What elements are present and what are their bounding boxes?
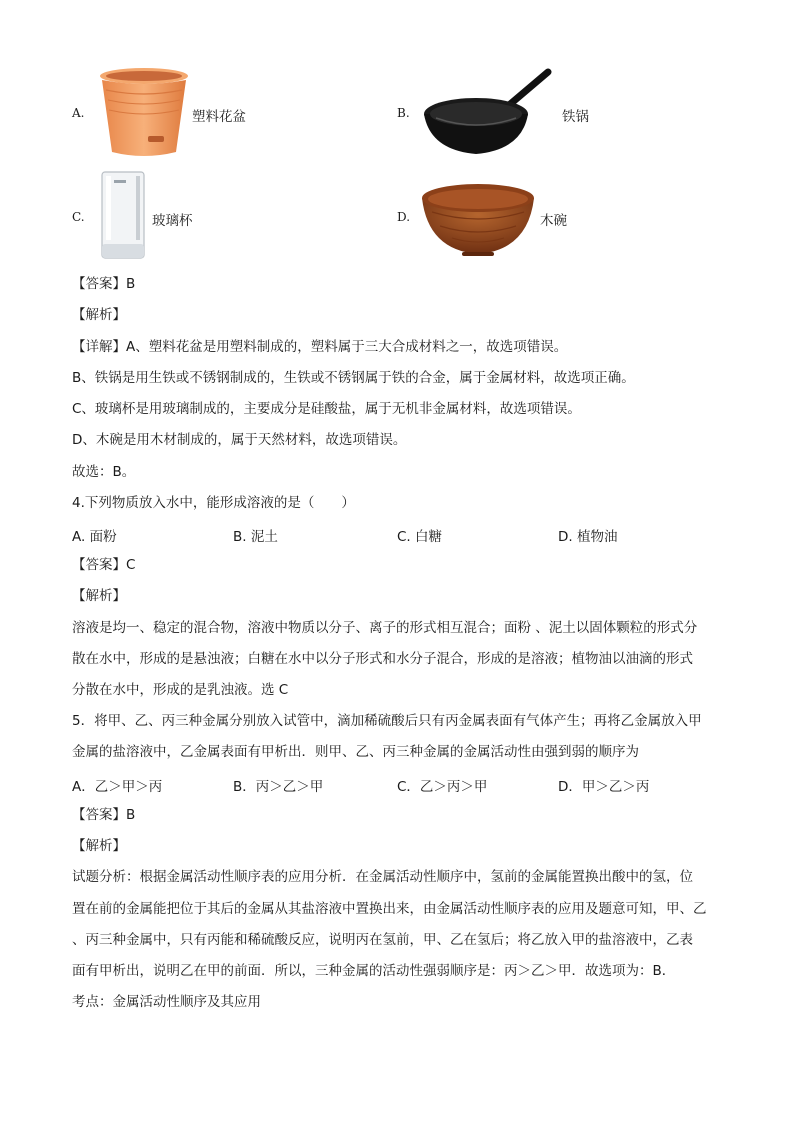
q5-analysis-line: 面有甲析出，说明乙在甲的前面．所以，三种金属的活动性强弱顺序是：丙＞乙＞甲．故选项为：B． [72, 963, 676, 979]
q5-analysis-title: 【解析】 [72, 838, 126, 854]
q4-choice-b: B. 泥土 [233, 529, 278, 545]
q5-answer: 【答案】B [72, 807, 136, 823]
q4-choice-a: A. 面粉 [72, 529, 117, 545]
glass-cup-image [98, 170, 150, 262]
option-d-letter: D. [397, 210, 411, 224]
option-a-letter: A. [72, 106, 85, 120]
q4-analysis-line: 溶液是均一、稳定的混合物，溶液中物质以分子、离子的形式相互混合；面粉 、泥土以固体颗粒的形式分 [72, 620, 698, 636]
option-b-label: 铁锅 [562, 109, 589, 125]
q5-stem-line: 金属的盐溶液中，乙金属表面有甲析出．则甲、乙、丙三种金属的金属活动性由强到弱的顺序为 [72, 744, 639, 760]
q4-choice-d: D. 植物油 [558, 529, 618, 545]
option-a-label: 塑料花盆 [192, 109, 246, 125]
option-d-label: 木碗 [540, 213, 567, 229]
option-b-letter: B. [397, 106, 410, 120]
iron-wok-image [420, 66, 560, 162]
q5-stem-line: 5．将甲、乙、丙三种金属分别放入试管中，滴加稀硫酸后只有丙金属表面有气体产生；再将乙金属放入甲 [72, 713, 702, 729]
q4-analysis-line: 分散在水中，形成的是乳浊液。选 C [72, 682, 289, 698]
q4-analysis-title: 【解析】 [72, 588, 126, 604]
q3-analysis-title: 【解析】 [72, 307, 126, 323]
q4-stem: 4.下列物质放入水中，能形成溶液的是（ ） [72, 495, 355, 511]
wooden-bowl-image [418, 176, 538, 260]
q5-choice-d: D．甲＞乙＞丙 [558, 779, 650, 795]
q4-choice-c: C. 白糖 [397, 529, 443, 545]
q5-choice-a: A．乙＞甲＞丙 [72, 779, 163, 795]
q4-analysis-line: 散在水中，形成的是悬浊液；白糖在水中以分子形式和水分子混合，形成的是溶液；植物油以油滴的形式 [72, 651, 693, 667]
q3-detail-line: B、铁锅是用生铁或不锈钢制成的，生铁或不锈钢属于铁的合金，属于金属材料，故选项正确。 [72, 370, 635, 386]
q3-answer: 【答案】B [72, 276, 136, 292]
q5-choice-b: B．丙＞乙＞甲 [233, 779, 324, 795]
q4-answer: 【答案】C [72, 557, 136, 573]
option-c-label: 玻璃杯 [152, 213, 193, 229]
q3-detail-line: D、木碗是用木材制成的，属于天然材料，故选项错误。 [72, 432, 407, 448]
option-c-letter: C. [72, 210, 85, 224]
q3-detail-line: C、玻璃杯是用玻璃制成的，主要成分是硅酸盐，属于无机非金属材料，故选项错误。 [72, 401, 581, 417]
q5-choice-c: C．乙＞丙＞甲 [397, 779, 488, 795]
q5-analysis-line: 试题分析：根据金属活动性顺序表的应用分析．在金属活动性顺序中，氢前的金属能置换出酸中的氢，位 [72, 869, 693, 885]
q3-detail-line: 【详解】A、塑料花盆是用塑料制成的，塑料属于三大合成材料之一，故选项错误。 [72, 339, 568, 355]
q3-conclusion: 故选：B。 [72, 464, 136, 480]
plastic-flowerpot-image [96, 66, 192, 162]
q5-analysis-line: 、丙三种金属中，只有丙能和稀硫酸反应，说明丙在氢前，甲、乙在氢后；将乙放入甲的盐溶液中，乙表 [72, 932, 693, 948]
q5-analysis-line: 置在前的金属能把位于其后的金属从其盐溶液中置换出来，由金属活动性顺序表的应用及题意可知，甲、乙 [72, 901, 707, 917]
q5-kaodian: 考点：金属活动性顺序及其应用 [72, 994, 261, 1010]
